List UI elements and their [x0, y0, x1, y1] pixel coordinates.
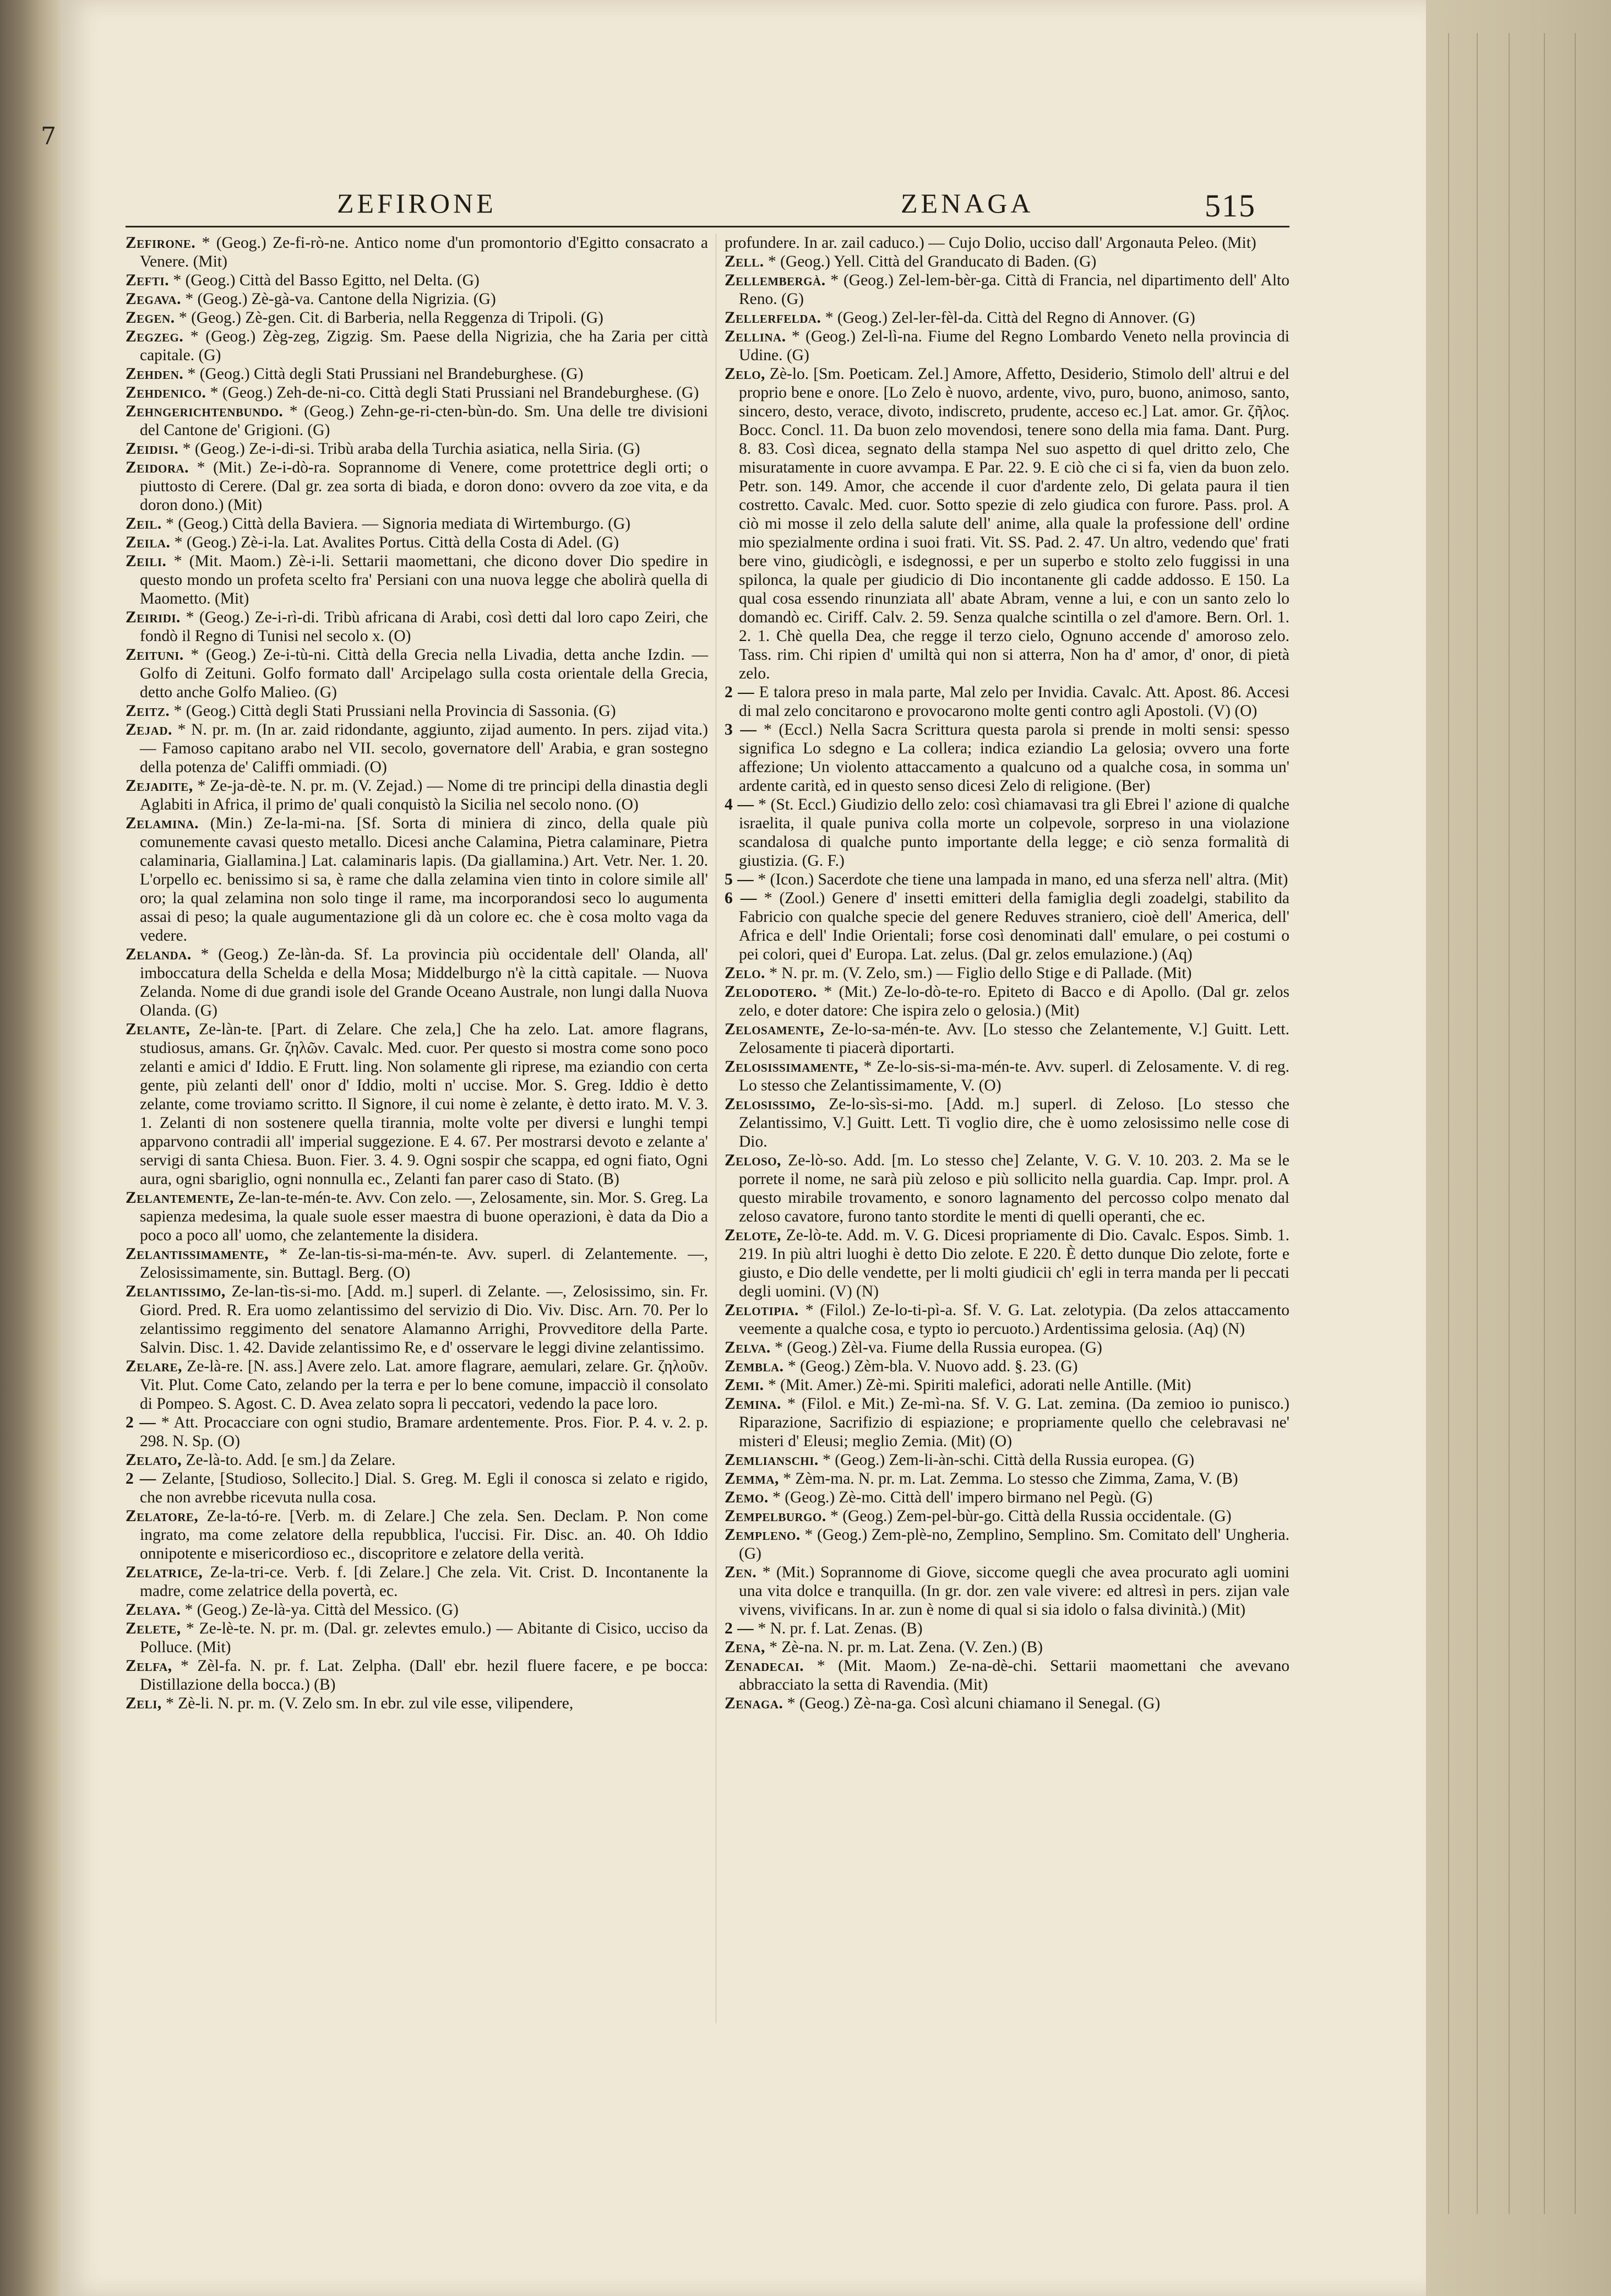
- entry-definition: * (Geog.) Zem-plè-no, Zemplino, Semplino. Sm. Comitato dell' Ungheria. (G): [739, 1526, 1289, 1562]
- dictionary-entry: [126, 814, 708, 945]
- entry-definition: * N. pr. m. (V. Zelo, sm.) — Figlio dello Stige e di Pallade. (Mit): [769, 964, 1192, 982]
- entry-definition: Ze-lan-te-mén-te. Avv. Con zelo. —, Zelosamente, sin. Mor. S. Greg. La sapienza medesima, la quale suole esser maestra di buone operazioni, è data da Dio a poco a poco all' uomo, che zelantemente la disidera.: [140, 1189, 708, 1244]
- entry-definition: * (Mit. Amer.) Zè-mi. Spiriti malefici, adorati nelle Antille. (Mit): [768, 1376, 1191, 1394]
- dictionary-entry: [126, 552, 708, 608]
- entry-headword: Zena,: [725, 1638, 765, 1656]
- entry-headword: Zellina.: [725, 328, 786, 345]
- entry-definition: * (Geog.) Ze-fi-rò-ne. Antico nome d'un promontorio d'Egitto consacrato a Venere. (Mit): [140, 234, 708, 270]
- dictionary-entry: [126, 1563, 708, 1600]
- entry-definition: Ze-lo-sìs-si-mo. [Add. m.] superl. di Zeloso. [Lo stesso che Zelantissimo, V.] Guitt. Lett. Ti voglio dire, che è uomo zelosissimo nelle cose di Dio.: [739, 1095, 1290, 1150]
- dictionary-entry: [725, 1095, 1289, 1151]
- entry-headword: Zeituni.: [126, 646, 184, 664]
- entry-definition: * (Geog.) Zel-lì-na. Fiume del Regno Lombardo Veneto nella provincia di Udine. (G): [739, 328, 1289, 364]
- entry-definition: * Ze-ja-dè-te. N. pr. m. (V. Zejad.) — Nome di tre principi della dinastia degli Aglabiti in Africa, il primo de' quali conquistò la Sicilia nel secolo nono. (O): [140, 777, 709, 813]
- entry-definition: Ze-lan-tìs-si-mo. [Add. m.] superl. di Zelante. —, Zelosissimo, sin. Fr. Giord. Pred. R. Era uomo zelantissimo del servizio di Dio. Viv. Disc. Arn. 70. Per lo zelantissimo reggimento del senatore Alamanno Arrighi, Provveditore della Parte. Salvin. Disc. 1. 42. Davide zelantissimo Re, e d' osservare le leggi divine zelantissimo.: [140, 1283, 708, 1356]
- dictionary-entry: [725, 1469, 1289, 1488]
- dictionary-entry: [126, 1619, 708, 1657]
- dictionary-entry: [126, 702, 708, 720]
- dictionary-entry: [725, 1020, 1289, 1057]
- dictionary-entry: [126, 402, 708, 439]
- entry-definition: * (Zool.) Genere d' insetti emitteri della famiglia degli zoadelgi, stabilito da Fabricio con qualche specie del genere Reduves straniero, cioè dell' America, dell' Africa e dell' Indie Orientali; forse così denominati dall' emulare, o pei costumi o pei colori, quei d' Europa. Lat. zelus. (Dal gr. zelos emulazione.) (Aq): [739, 889, 1290, 963]
- running-head-left: ZEFIRONE: [337, 188, 497, 219]
- dictionary-entry: [725, 889, 1289, 964]
- entry-definition: Ze-lò-te. Add. m. V. G. Dicesi propriamente di Dio. Cavalc. Espos. Simb. 1. 219. In più altri luoghi è detto Dio zelote. E 220. È detto dunque Dio zelote, forte e giusto, e Dio delle vendette, per li molti giudicii ch' egli in terra manda per li peccati degli uomini. (V) (N): [739, 1226, 1289, 1300]
- entry-definition: Ze-là-to. Add. [e sm.] da Zelare.: [186, 1451, 396, 1469]
- dictionary-entry: [725, 1451, 1289, 1469]
- entry-headword: 2 —: [126, 1414, 156, 1431]
- entry-definition: * (Geog.) Zè-gà-va. Cantone della Nigrizia. (G): [185, 290, 496, 308]
- entry-headword: Zelo,: [725, 365, 765, 383]
- entry-headword: Zeidora.: [126, 459, 189, 476]
- entry-headword: Zelotipia.: [725, 1301, 799, 1319]
- entry-definition: * Ze-lo-sis-si-ma-mén-te. Avv. superl. di Zelosamente. V. di reg. Lo stesso che Zelantissimamente, V. (O): [739, 1058, 1290, 1094]
- entry-definition: * (Eccl.) Nella Sacra Scrittura questa parola si prende in molti sensi: spesso significa Lo sdegno e La collera; indica eziandio La gelosia; ovvero una forte affezione; Un violento attaccamento a qualcuno od a qualche cosa, in somma un' ardente carità, ed in questo senso dicesi Zelo di religione. (Ber): [739, 721, 1290, 795]
- dictionary-entry: [725, 1151, 1289, 1226]
- dictionary-entry: [126, 365, 708, 383]
- entry-headword: Zehden.: [126, 365, 184, 383]
- dictionary-entry: [126, 1282, 708, 1357]
- entry-headword: Zemma,: [725, 1470, 779, 1488]
- entry-definition: * N. pr. f. Lat. Zenas. (B): [758, 1620, 923, 1637]
- entry-headword: Zempelburgo.: [725, 1507, 826, 1525]
- right-column: [725, 234, 1289, 1713]
- dictionary-entry: [725, 1526, 1289, 1563]
- page-edge-stack: [1426, 0, 1611, 2296]
- header-rule: [126, 226, 1289, 227]
- entry-headword: Zeloso,: [725, 1152, 781, 1169]
- dictionary-entry: [725, 1226, 1289, 1301]
- entry-definition: * (Geog.) Zèg-zeg, Zigzig. Sm. Paese della Nigrizia, che ha Zaria per città capitale. (G): [140, 328, 708, 364]
- dictionary-entry: [126, 720, 708, 777]
- entry-headword: Zelote,: [725, 1226, 781, 1244]
- entry-definition: * (Icon.) Sacerdote che tiene una lampada in mano, ed una sferza nell' altra. (Mit): [758, 871, 1288, 888]
- entry-definition: * (Geog.) Zè-na-ga. Così alcuni chiamano il Senegal. (G): [787, 1695, 1161, 1712]
- dictionary-entry: [126, 327, 708, 365]
- book-gutter: [0, 0, 61, 2296]
- entry-headword: Zeli,: [126, 1695, 162, 1712]
- entry-definition: * (Geog.) Zèm-bla. V. Nuovo add. §. 23. (G): [787, 1358, 1078, 1375]
- entry-headword: Zelantissimamente,: [126, 1245, 269, 1263]
- entry-headword: Zegzeg.: [126, 328, 184, 345]
- entry-definition: * (Geog.) Ze-i-di-si. Tribù araba della Turchia asiatica, nella Siria. (G): [182, 440, 640, 458]
- entry-headword: Zeitz.: [126, 702, 170, 720]
- entry-headword: Zellerfelda.: [725, 309, 821, 327]
- dictionary-entry: [725, 271, 1289, 308]
- entry-definition: Ze-la-tri-ce. Verb. f. [di Zelare.] Che zela. Vit. Crist. D. Incontanente la madre, come zelatrice della povertà, ec.: [140, 1564, 708, 1600]
- entry-definition: * (Mit. Maom.) Zè-i-li. Settarii maomettani, che dicono dover Dio spedire in questo mondo un profeta scelto fra' Persiani con una nuova legge che abolirà quella di Maometto. (Mit): [140, 552, 708, 607]
- dictionary-entry: [725, 234, 1289, 252]
- entry-headword: Zelosissimamente,: [725, 1058, 859, 1076]
- dictionary-entry: [126, 1657, 708, 1694]
- facing-page-mark: 7: [41, 122, 56, 150]
- entry-definition: * Ze-lè-te. N. pr. m. (Dal. gr. zelevtes emulo.) — Abitante di Cisico, ucciso da Polluce. (Mit): [140, 1620, 709, 1656]
- entry-definition: * (Geog.) Città della Baviera. — Signoria mediata di Wirtemburgo. (G): [166, 515, 631, 533]
- dictionary-entry: [126, 383, 708, 402]
- entry-definition: Ze-là-re. [N. ass.] Avere zelo. Lat. amore flagrare, aemulari, zelare. Gr. ζηλοῦν. Vit. Plut. Come Cato, zelando per la terra e per lo bene comune, impacciò il consolato di Pompeo. S. Agost. C. D. Avea zelato sopra li peccatori, vedendo la pace loro.: [140, 1358, 708, 1413]
- entry-definition: * (Geog.) Zeh-de-ni-co. Città degli Stati Prussiani nel Brandeburghese. (G): [210, 384, 699, 401]
- entry-headword: Zelo.: [725, 964, 765, 982]
- entry-headword: Zelete,: [126, 1620, 181, 1637]
- dictionary-entry: [725, 1563, 1289, 1619]
- entry-headword: Zeidisi.: [126, 440, 179, 458]
- entry-definition: * (Geog.) Zè-i-la. Lat. Avalites Portus. Città della Costa di Adel. (G): [174, 534, 619, 551]
- entry-headword: Zelamina.: [126, 815, 199, 832]
- dictionary-entry: [725, 1638, 1289, 1657]
- dictionary-entry: [126, 1245, 708, 1282]
- dictionary-entry: [126, 1413, 708, 1451]
- entry-headword: 4 —: [725, 796, 754, 813]
- entry-headword: Zemo.: [725, 1489, 769, 1506]
- entry-definition: * (Geog.) Zel-ler-fèl-da. Città del Regno di Annover. (G): [825, 309, 1195, 327]
- entry-headword: Zejad.: [126, 721, 172, 739]
- dictionary-entry: [725, 1357, 1289, 1376]
- entry-headword: Zejadite,: [126, 777, 193, 795]
- dictionary-entry: [126, 533, 708, 552]
- entry-definition: * (Geog.) Città degli Stati Prussiani nel Brandeburghese. (G): [187, 365, 584, 383]
- entry-definition: * (Geog.) Ze-i-rì-di. Tribù africana di Arabi, così detti dal loro capo Zeiri, che fondò il Regno di Tunisi nel secolo x. (O): [140, 609, 709, 645]
- running-head-center: ZENAGA: [901, 188, 1034, 219]
- dictionary-entry: [126, 1469, 708, 1507]
- left-column: [126, 234, 708, 1713]
- entry-definition: * (Geog.) Città del Basso Egitto, nel Delta. (G): [173, 272, 480, 289]
- entry-headword: Zeila.: [126, 534, 171, 551]
- dictionary-entry: [725, 795, 1289, 870]
- dictionary-entry: [725, 252, 1289, 271]
- dictionary-entry: [126, 439, 708, 458]
- entry-headword: Zelfa,: [126, 1657, 172, 1675]
- entry-headword: Zelanda.: [126, 946, 192, 963]
- entry-definition: * N. pr. m. (In ar. zaid ridondante, aggiunto, zijad aumento. In pers. zijad vita.) — Famoso capitano arabo nel VII. secolo, governatore dell' Arabia, e gran sostegno della potenza de' Califfi ommiadi. (O): [140, 721, 708, 776]
- entry-definition: * Zèm-ma. N. pr. m. Lat. Zemma. Lo stesso che Zimma, Zama, V. (B): [783, 1470, 1238, 1488]
- dictionary-entry: [725, 1657, 1289, 1694]
- entry-definition: * (Mit.) Soprannome di Giove, siccome quegli che avea procurato agli uomini una vita dolce e tranquilla. (In gr. dor. zen vale vivere: ed altresì in pers. zijan vale vivens, vivificans. In ar. zun è nome di qual si sia idolo o falsa divinità.) (Mit): [739, 1564, 1289, 1619]
- entry-definition: Ze-lò-so. Add. [m. Lo stesso che] Zelante, V. G. V. 10. 203. 2. Ma se le porrete il nome, ne sarà più zeloso e più sollicito nella guardia. Cap. Impr. prol. A questo mirabile trovamento, e sonoro lagnamento del percosso colpo menato dal zeloso cavatore, furono tanto stordite le menti di quelli operanti, che ec.: [739, 1152, 1290, 1225]
- dictionary-entry: [725, 365, 1289, 683]
- entry-definition: (Min.) Ze-la-mi-na. [Sf. Sorta di miniera di zinco, della quale più comunemente cavasi questo metallo. Dicesi anche Calamina, Pietra calaminare, Pietra calaminaria, Giallamina.] Lat. calaminaris lapis. (Da giallamina.) Art. Vetr. Ner. 1. 20. L'orpello ec. benissimo si sa, è rame che dalla zelamina vien tinto in colore simile all' oro; la qual zelamina non solo tinge il rame, ma incorporandosi seco lo augumenta assai di peso; la quale augumentazione gli dà un colore ec. che è cosa molto vaga da vedere.: [140, 815, 709, 945]
- entry-definition: * Att. Procacciare con ogni studio, Bramare ardentemente. Pros. Fior. P. 4. v. 2. p. 298. N. Sp. (O): [140, 1414, 709, 1450]
- dictionary-entry: [725, 683, 1289, 720]
- dictionary-entry: [126, 234, 708, 271]
- entry-headword: Zefti.: [126, 272, 170, 289]
- entry-headword: Zeili.: [126, 552, 167, 570]
- entry-definition: Ze-làn-te. [Part. di Zelare. Che zela,] Che ha zelo. Lat. amore flagrans, studiosus, amans. Gr. ζηλῶν. Cavalc. Med. cuor. Per questo si mostra come sono poco zelanti e amici d' Iddio. E Frutt. ling. Non solamente gli riprese, ma eziandio con certa gente, più zelanti dell' onor d' Iddio, molti n' uccise. Mor. S. Greg. Iddio è detto zelante, come troviamo scritto. Il Signore, il cui nome è zelante, è detto irato. M. V. 3. 1. Zelanti di non sostenere quella tirannia, molte volte per diversi e lunghi tempi apparvono contradii all' imperial suggezione. E 4. 67. Per mostrarsi devoto e zelante a' servigi di santa Chiesa. Buon. Fier. 3. 4. 9. Ogni sospir che scappa, ed ogni fiato, Ogni aura, ogni sbariglio, ogni nonnulla ec., Zelanti fan parer caso di Stato. (B): [140, 1021, 709, 1188]
- entry-headword: Zelante,: [126, 1021, 191, 1038]
- entry-definition: Ze-la-tó-re. [Verb. m. di Zelare.] Che zela. Sen. Declam. P. Non come ingrato, ma come zelatore della repubblica, l'uccisi. Fir. Disc. an. 40. Oh Iddio onnipotente e misericordioso ec., discopritore e zelatore della verità.: [140, 1507, 708, 1562]
- entry-headword: 2 —: [126, 1470, 156, 1488]
- entry-definition: * (Geog.) Ze-i-tù-ni. Città della Grecia nella Livadia, detta anche Izdin. — Golfo di Zeituni. Golfo formato dall' Arcipelago sulla costa orientale della Grecia, detto anche Golfo Malieo. (G): [140, 646, 709, 701]
- entry-definition: * (Geog.) Zè-mo. Città dell' impero birmano nel Pegù. (G): [772, 1489, 1153, 1506]
- dictionary-entry: [126, 1357, 708, 1413]
- entry-headword: Zelantemente,: [126, 1189, 234, 1207]
- dictionary-entry: [725, 1394, 1289, 1451]
- entry-headword: Zemi.: [725, 1376, 764, 1394]
- entry-definition: * (Geog.) Yell. Città del Granducato di Baden. (G): [768, 253, 1097, 270]
- dictionary-entry: [725, 308, 1289, 327]
- dictionary-entry: [126, 1020, 708, 1188]
- dictionary-entry: [126, 645, 708, 702]
- entry-definition: * (Geog.) Zem-pel-bùr-go. Città della Russia occidentale. (G): [830, 1507, 1232, 1525]
- dictionary-entry: [725, 870, 1289, 889]
- dictionary-entry: [126, 608, 708, 645]
- entry-headword: 3 —: [725, 721, 757, 739]
- dictionary-entry: [725, 983, 1289, 1020]
- entry-definition: * Ze-lan-tis-si-ma-mén-te. Avv. superl. di Zelantemente. —, Zelosissimamente, sin. Buttagl. Berg. (O): [140, 1245, 708, 1282]
- entry-definition: E talora preso in mala parte, Mal zelo per Invidia. Cavalc. Att. Apost. 86. Accesi di mal zelo concitarono e provocarono molte genti contro agli Apostoli. (V) (O): [739, 683, 1290, 720]
- entry-definition: Zelante, [Studioso, Sollecito.] Dial. S. Greg. M. Egli il conosca si zelato e rigido, che non avrebbe ricevuta nulla cosa.: [140, 1470, 709, 1506]
- entry-definition: * (Geog.) Zè-gen. Cit. di Barberia, nella Reggenza di Tripoli. (G): [178, 309, 603, 327]
- dictionary-entry: [126, 945, 708, 1020]
- entry-definition: * (Geog.) Zem-li-àn-schi. Città della Russia europea. (G): [823, 1451, 1195, 1469]
- entry-headword: 2 —: [725, 683, 755, 701]
- entry-headword: Zegava.: [126, 290, 181, 308]
- entry-headword: 6 —: [725, 889, 757, 907]
- entry-headword: Zeil.: [126, 515, 162, 533]
- dictionary-entry: [126, 1507, 708, 1563]
- entry-headword: Zelare,: [126, 1358, 182, 1375]
- dictionary-entry: [725, 720, 1289, 795]
- entry-definition: * (Mit.) Ze-lo-dò-te-ro. Epiteto di Bacco e di Apollo. (Dal gr. zelos zelo, e doter datore: Che ispira zelo o gelosia.) (Mit): [739, 983, 1289, 1019]
- dictionary-entry: [126, 271, 708, 290]
- dictionary-entry: [126, 458, 708, 514]
- entry-definition: * (St. Eccl.) Giudizio dello zelo: così chiamavasi tra gli Ebrei l' azione di qualche israelita, il quale puniva colla morte un colpevole, sorpreso in una violazione scandalosa di qualche punto importante della legge; e ciò senza formalità di giustizia. (G. F.): [739, 796, 1290, 870]
- dictionary-entry: [126, 1188, 708, 1245]
- entry-headword: Zeiridi.: [126, 609, 181, 626]
- entry-headword: Zelodotero.: [725, 983, 817, 1001]
- entry-headword: 5 —: [725, 871, 754, 888]
- entry-headword: Zehngerichtenbundo.: [126, 403, 284, 420]
- entry-headword: Zempleno.: [725, 1526, 801, 1544]
- entry-definition: Ze-lo-sa-mén-te. Avv. [Lo stesso che Zelantemente, V.] Guitt. Lett. Zelosamente ti piacerà diportarti.: [739, 1021, 1289, 1057]
- entry-definition: * (Mit.) Ze-i-dò-ra. Soprannome di Venere, come protettrice degli orti; o piuttosto di Cerere. (Dal gr. zea sorta di biada, e doron dono: ovvero da zoe vita, e da doron dono.) (Mit): [140, 459, 709, 514]
- dictionary-entry: [725, 1619, 1289, 1638]
- entry-definition: * Zè-li. N. pr. m. (V. Zelo sm. In ebr. zul vile esse, vilipendere,: [166, 1695, 574, 1712]
- entry-headword: Zemlianschi.: [725, 1451, 819, 1469]
- dictionary-entry: [725, 1507, 1289, 1526]
- dictionary-entry: [725, 1301, 1289, 1338]
- entry-definition: * (Geog.) Ze-làn-da. Sf. La provincia più occidentale dell' Olanda, all' imboccatura della Schelda e della Mosa; Middelburgo n'è la città capitale. — Nuova Zelanda. Nome di due grandi isole del Grande Oceano Australe, non lungi dalla Nuova Olanda. (G): [140, 946, 708, 1019]
- entry-headword: Zelato,: [126, 1451, 182, 1469]
- entry-headword: Zenadecai.: [725, 1657, 804, 1675]
- dictionary-entry: [725, 1694, 1289, 1713]
- entry-headword: Zegen.: [126, 309, 175, 327]
- entry-headword: Zelantissimo,: [126, 1283, 226, 1300]
- dictionary-entry: [126, 1694, 708, 1713]
- dictionary-entry: [126, 777, 708, 814]
- entry-headword: Zemina.: [725, 1395, 781, 1413]
- entry-headword: Zehdenico.: [126, 384, 206, 401]
- dictionary-entry: [725, 1488, 1289, 1507]
- dictionary-entry: [126, 290, 708, 308]
- entry-definition: * Zèl-fa. N. pr. f. Lat. Zelpha. (Dall' ebr. hezil fluere facere, e pe bocca: Distillazione della bocca.) (B): [140, 1657, 709, 1693]
- entry-headword: 2 —: [725, 1620, 754, 1637]
- entry-headword: Zellembergà.: [725, 272, 826, 289]
- dictionary-entry: [725, 964, 1289, 983]
- entry-definition: * (Geog.) Città degli Stati Prussiani nella Provincia di Sassonia. (G): [173, 702, 616, 720]
- entry-headword: Zen.: [725, 1564, 757, 1581]
- entry-definition: * (Geog.) Ze-là-ya. Città del Messico. (G): [184, 1601, 459, 1619]
- entry-definition: * (Filol. e Mit.) Ze-mì-na. Sf. V. G. Lat. zemina. (Da zemioo io punisco.) Riparazione, Sacrifizio di espiazione; e propriamente quello che celebravasi ne' misteri d' Eleusi; meglio Zemia. (Mit) (O): [739, 1395, 1289, 1450]
- entry-definition: * Zè-na. N. pr. m. Lat. Zena. (V. Zen.) (B): [769, 1638, 1043, 1656]
- dictionary-entry: [725, 1338, 1289, 1357]
- entry-definition: Zè-lo. [Sm. Poeticam. Zel.] Amore, Affetto, Desiderio, Stimolo dell' altrui e del proprio bene e onore. [Lo Zelo è nuovo, ardente, vivo, puro, buono, animoso, santo, sincero, desto, verace, divoto, indiscreto, prudente, acceso ec.] Lat. amor. Gr. ζῆλος. Bocc. Concl. 11. Da buon zelo movendosi, tenere sono della mia fama. Dant. Purg. 8. 83. Così dicea, segnato della stampa Nel suo aspetto di quel dritto zelo, Che misuratamente in cuore avvampa. E Par. 22. 9. E ciò che ci si fa, vien da buon zelo. Petr. son. 149. Amor, che accende il cuor d'ardente zelo, Di gelata paura il tien costretto. Cavalc. Med. cuor. Sotto spezie di zelo giudica con furore. Pass. prol. A ciò mi mosse il zelo della salute dell' anime, alla quale la professione dell' ordine mio spezialmente ordina i suoi frati. Vit. SS. Pad. 2. 47. Un altro, vedendo que' frati bere vino, giudicògli, e isdegnossi, e per un superbo e stolto zelo fuggissi in una spilonca, la quale per giudicio di Dio incontanente gli cadde addosso. E 150. La qual cosa essendo rinunziata all' abate Abram, venne a lui, e con un santo zelo lo domandò ec. Ciriff. Calv. 2. 59. Senza qualche scintilla o zel d'amore. Bern. Orl. 1. 2. 1. Chè quella Dea, che regge il terzo cielo, Ognuno accende d' amoroso zelo. Tass. rim. Chi ripien d' umiltà qui non si atterra, Non ha d' amor, d' onor, di pietà zelo.: [739, 365, 1289, 682]
- entry-headword: Zelosissimo,: [725, 1095, 815, 1113]
- entry-definition: * (Geog.) Zel-lem-bèr-ga. Città di Francia, nel dipartimento dell' Alto Reno. (G): [739, 272, 1289, 308]
- page-number: 515: [1205, 188, 1256, 224]
- entry-definition: * (Geog.) Zehn-ge-ri-cten-bùn-do. Sm. Una delle tre divisioni del Cantone de' Grigioni. (G): [140, 403, 708, 439]
- dictionary-entry: [725, 1376, 1289, 1394]
- entry-headword: Zell.: [725, 253, 764, 270]
- dictionary-entry: [126, 1451, 708, 1469]
- dictionary-entry: [126, 308, 708, 327]
- entry-definition: profundere. In ar. zail caduco.) — Cujo Dolio, ucciso dall' Argonauta Peleo. (Mit): [725, 234, 1256, 252]
- dictionary-entry: [126, 514, 708, 533]
- entry-definition: * (Filol.) Ze-lo-ti-pì-a. Sf. V. G. Lat. zelotypia. (Da zelos attaccamento veemente a qualche cosa, e typto io percuoto.) Ardentissima gelosia. (Aq) (N): [739, 1301, 1290, 1338]
- dictionary-entry: [725, 1057, 1289, 1095]
- dictionary-entry: [126, 1600, 708, 1619]
- entry-definition: * (Geog.) Zèl-va. Fiume della Russia europea. (G): [775, 1339, 1102, 1356]
- dictionary-entry: [725, 327, 1289, 365]
- entry-definition: * (Mit. Maom.) Ze-na-dè-chi. Settarii maomettani che avevano abbracciato la setta di Ravendia. (Mit): [739, 1657, 1290, 1693]
- entry-headword: Zelatrice,: [126, 1564, 203, 1581]
- entry-headword: Zembla.: [725, 1358, 784, 1375]
- entry-headword: Zefirone.: [126, 234, 196, 252]
- entry-headword: Zelatore,: [126, 1507, 199, 1525]
- entry-headword: Zelva.: [725, 1339, 771, 1356]
- entry-headword: Zelosamente,: [725, 1021, 825, 1038]
- entry-headword: Zelaya.: [126, 1601, 181, 1619]
- entry-headword: Zenaga.: [725, 1695, 783, 1712]
